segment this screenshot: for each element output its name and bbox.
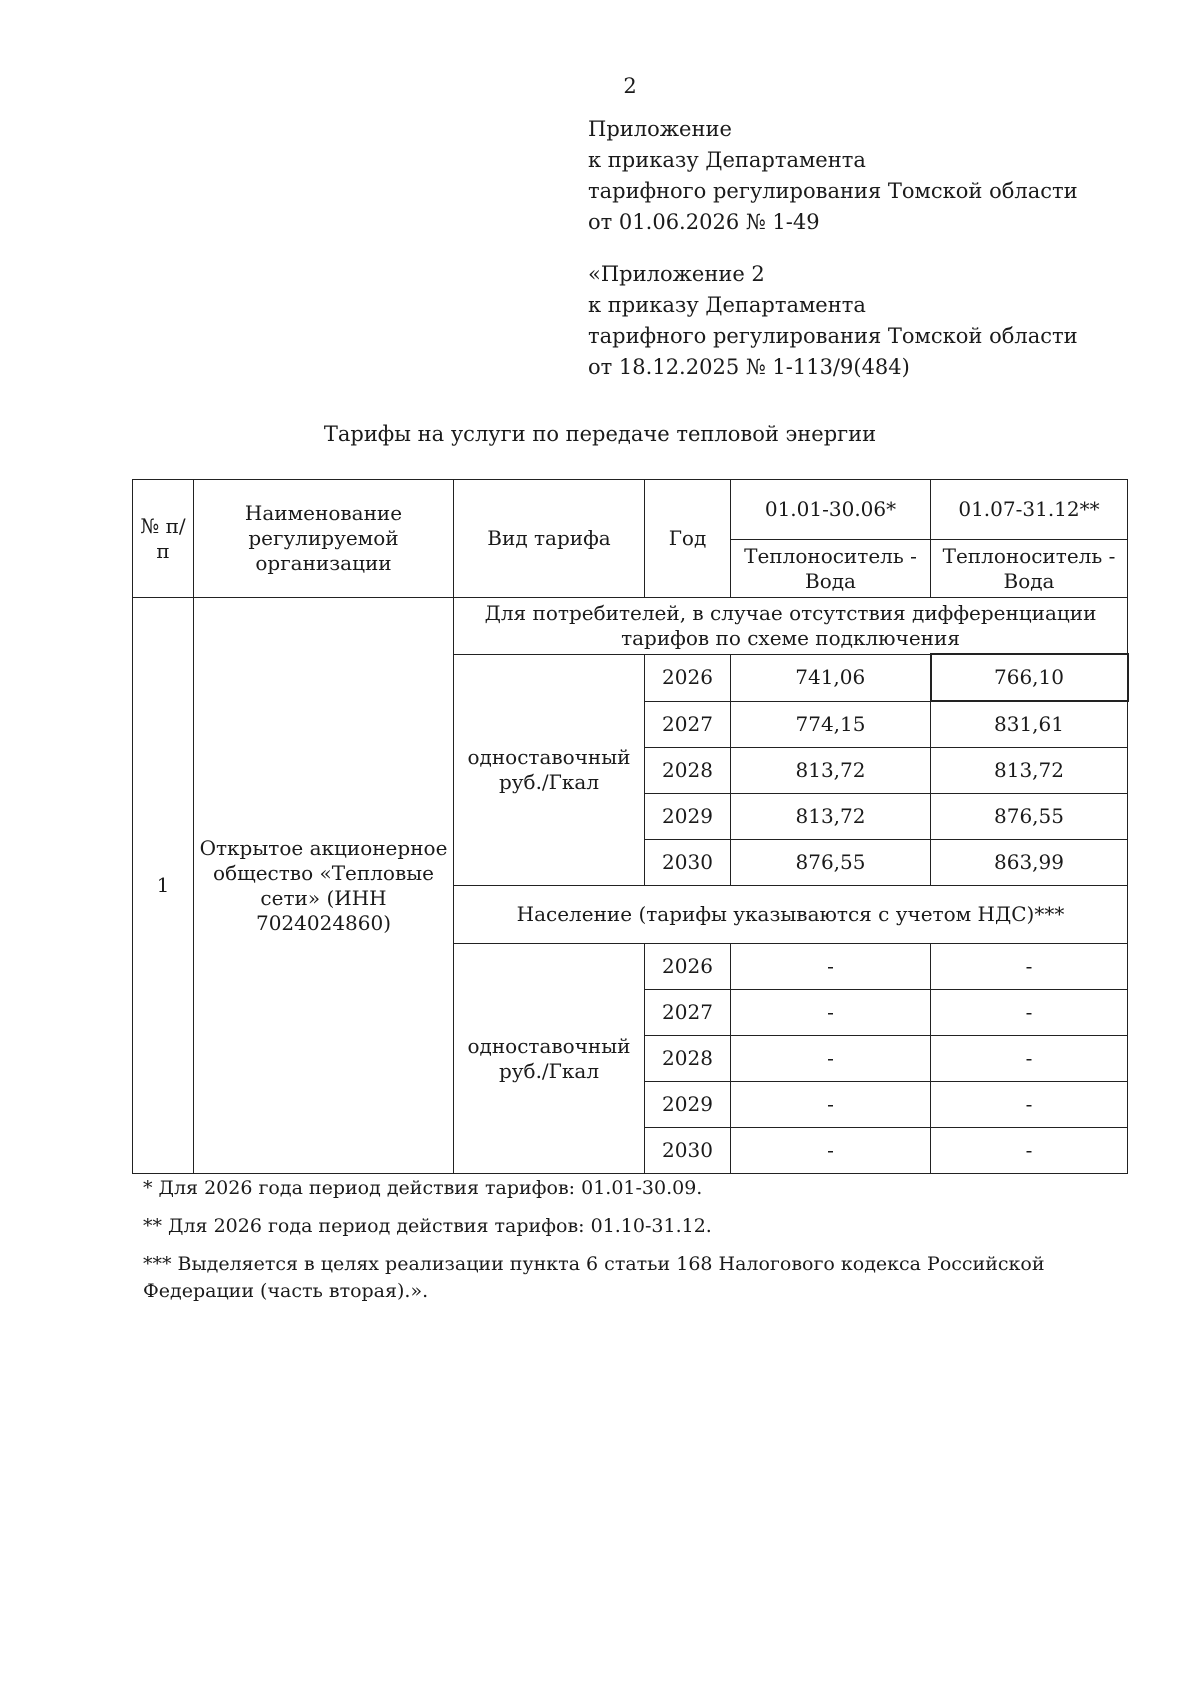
- document-title: Тарифы на услуги по передаче тепловой энергии: [323, 422, 877, 446]
- year-cell: 2027: [645, 990, 731, 1036]
- footnotes: [143, 1175, 1143, 1316]
- value-cell: -: [931, 990, 1128, 1036]
- year-cell: 2026: [645, 944, 731, 990]
- value-cell: -: [931, 1128, 1128, 1174]
- footnote: *** Выделяется в целях реализации пункта 6 статьи 168 Налогового кодекса Российской Федерации (часть вторая).».: [143, 1253, 1045, 1302]
- value-cell: 831,61: [931, 701, 1128, 748]
- header-tariff-type: Вид тарифа: [454, 480, 645, 598]
- appendix-header-line: к приказу Департамента: [588, 148, 866, 172]
- value-cell: 813,72: [731, 794, 931, 840]
- value-cell: 813,72: [931, 748, 1128, 794]
- year-cell: 2027: [645, 701, 731, 748]
- tariff-table: [132, 479, 1129, 1174]
- header-period-2: 01.07-31.12**: [931, 480, 1128, 540]
- appendix-quote-line: от 18.12.2025 № 1-113/9(484): [588, 355, 910, 379]
- value-cell: -: [931, 1082, 1128, 1128]
- value-cell: 774,15: [731, 701, 931, 748]
- year-cell: 2028: [645, 1036, 731, 1082]
- year-cell: 2030: [645, 840, 731, 886]
- value-cell: -: [931, 1036, 1128, 1082]
- appendix-quote-line: тарифного регулирования Томской области: [588, 324, 1078, 348]
- row-number: 1: [133, 598, 194, 1174]
- value-cell: -: [731, 990, 931, 1036]
- year-cell: 2029: [645, 794, 731, 840]
- header-org-name: Наименование регулируемой организации: [194, 480, 454, 598]
- value-cell: 766,10: [931, 654, 1128, 701]
- tariff-type-cell: одноставочный руб./Гкал: [454, 944, 645, 1174]
- header-num: № п/п: [133, 480, 194, 598]
- value-cell: -: [731, 1036, 931, 1082]
- value-cell: -: [731, 1128, 931, 1174]
- value-cell: 876,55: [931, 794, 1128, 840]
- year-cell: 2028: [645, 748, 731, 794]
- value-cell: 741,06: [731, 654, 931, 701]
- section-title-consumers: Для потребителей, в случае отсутствия дифференциации тарифов по схеме подключения: [454, 598, 1128, 655]
- appendix-header-line: от 01.06.2026 № 1-49: [588, 210, 820, 234]
- value-cell: -: [731, 1082, 931, 1128]
- year-cell: 2030: [645, 1128, 731, 1174]
- organization-name: Открытое акционерное общество «Тепловые сети» (ИНН 7024024860): [194, 598, 454, 1174]
- year-cell: 2026: [645, 654, 731, 701]
- value-cell: 863,99: [931, 840, 1128, 886]
- appendix-header-line: Приложение: [588, 117, 732, 141]
- year-cell: 2029: [645, 1082, 731, 1128]
- appendix-quote-line: «Приложение 2: [588, 262, 765, 286]
- value-cell: -: [731, 944, 931, 990]
- value-cell: 813,72: [731, 748, 931, 794]
- appendix-header-line: тарифного регулирования Томской области: [588, 179, 1078, 203]
- header-carrier-1: Теплоноситель - Вода: [731, 540, 931, 598]
- tariff-type-cell: одноставочный руб./Гкал: [454, 654, 645, 886]
- appendix-quote: [588, 259, 1148, 383]
- page-number: 2: [623, 74, 637, 98]
- value-cell: -: [931, 944, 1128, 990]
- section-title-population: Население (тарифы указываются с учетом НДС)***: [454, 886, 1128, 944]
- header-year: Год: [645, 480, 731, 598]
- appendix-header: [588, 114, 1148, 238]
- appendix-quote-line: к приказу Департамента: [588, 293, 866, 317]
- footnote: ** Для 2026 года период действия тарифов: 01.10-31.12.: [143, 1215, 712, 1237]
- value-cell: 876,55: [731, 840, 931, 886]
- header-carrier-2: Теплоноситель - Вода: [931, 540, 1128, 598]
- footnote: * Для 2026 года период действия тарифов: 01.01-30.09.: [143, 1177, 703, 1199]
- header-period-1: 01.01-30.06*: [731, 480, 931, 540]
